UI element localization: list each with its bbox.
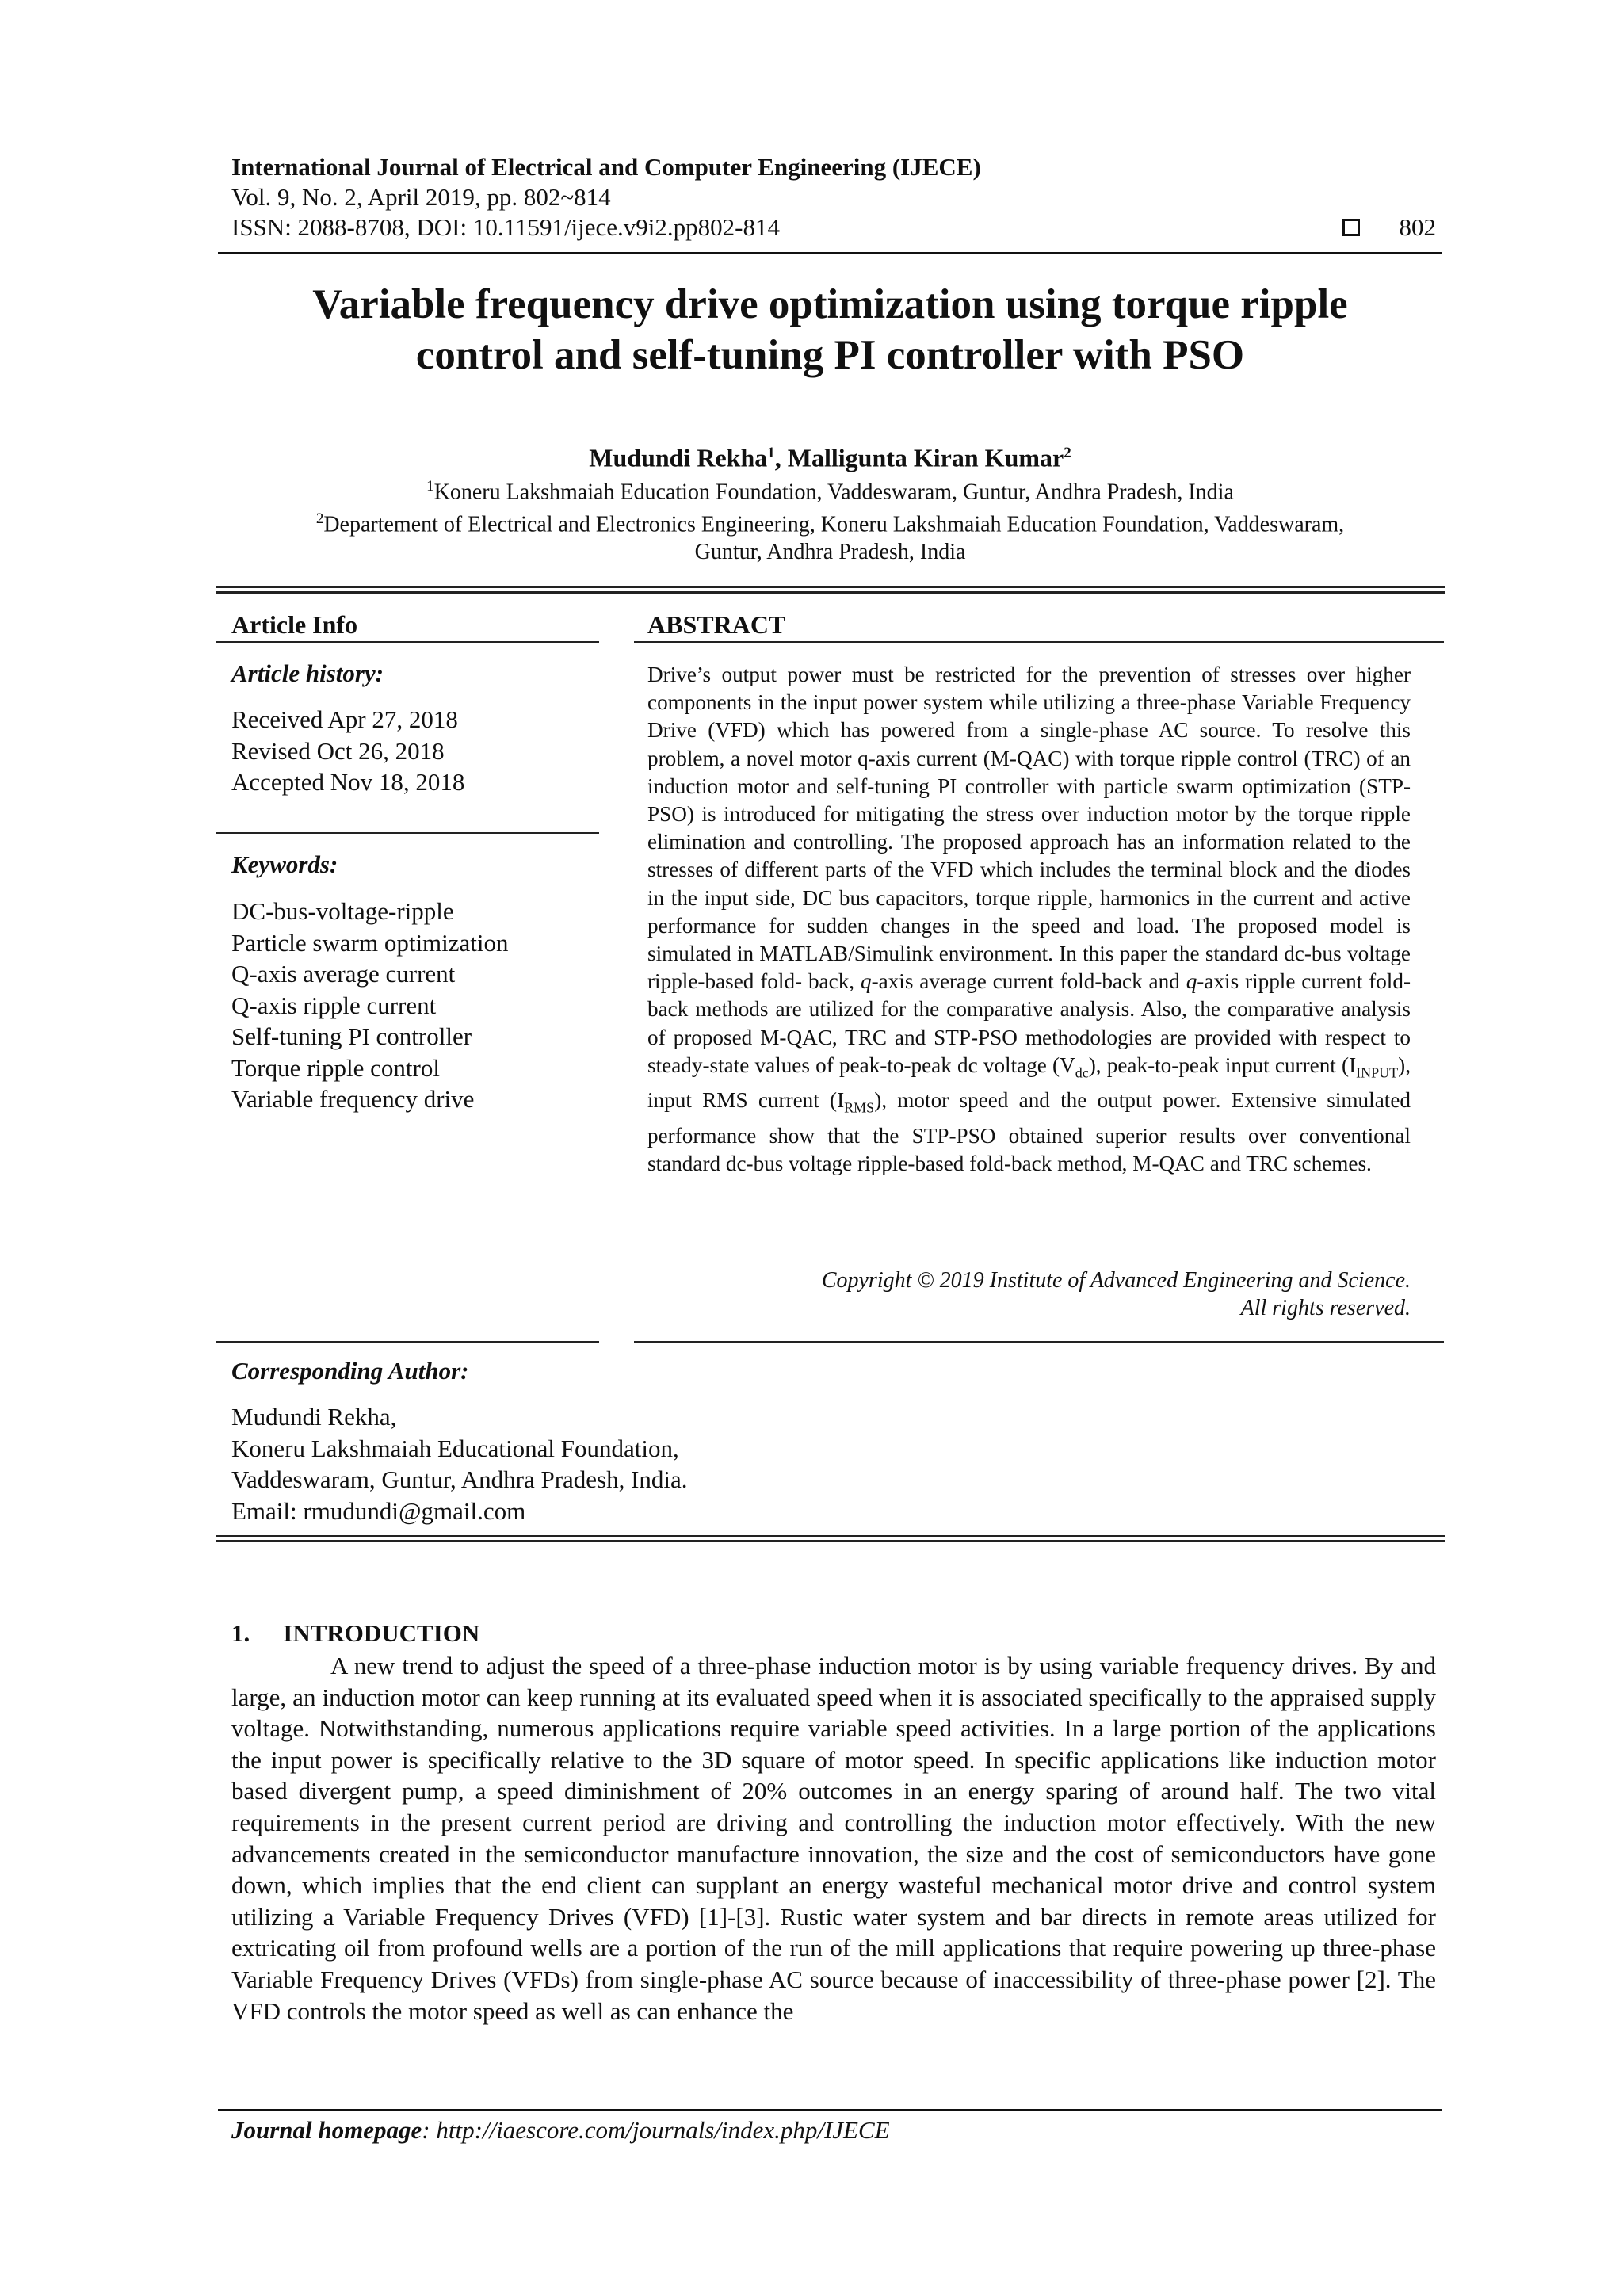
corresponding-author-address: Vaddeswaram, Guntur, Andhra Pradesh, India. [231, 1465, 688, 1493]
paper-title [218, 279, 1442, 380]
affiliation-2-marker: 2 [315, 510, 324, 528]
section-title: INTRODUCTION [283, 1619, 480, 1647]
author-1-marker: 1 [767, 445, 775, 461]
corresponding-author-name: Mudundi Rekha, [231, 1403, 397, 1431]
introduction-paragraph: A new trend to adjust the speed of a three-phase induction motor is by using variable frequency drives. By and large, an induction motor can keep running at its evaluated speed when it is associated specifically to the appraised supply voltage. Notwithstanding, numerous applications require variable speed activities. In a large portion of the applications the input power is specifically relative to the 3D square of motor speed. In specific applications like induction motor based divergent pump, a speed diminishment of 20% outcomes in an energy sparing of around half. The two vital requirements in the present current period are driving and controlling the induction motor effectively. With the new advancements created in the semiconductor manufacture innovation, the size and the cost of semiconductors have gone down, which implies that the end client can supplant an energy wasteful mechanical motor drive and control system utilizing a Variable Frequency Drives (VFD) [1]-[3]. Rustic water system and bar directs in remote areas utilized for extricating oil from profound wells are a portion of the run of the mill applications that require powering up three-phase Variable Frequency Drives (VFDs) from single-phase AC source because of inaccessibility of three-phase power [2]. The VFD controls the motor speed as well as can enhance the [231, 1652, 1436, 2025]
section-heading-introduction [231, 1619, 513, 1648]
copyright-notice: Copyright © 2019 Institute of Advanced Engineering and Science. All rights reserved. [821, 1268, 1411, 1320]
journal-homepage-url[interactable]: http://iaescore.com/journals/index.php/IJECE [436, 2116, 890, 2144]
keyword-item: Torque ripple control [231, 1053, 440, 1082]
square-box-icon [1342, 219, 1360, 236]
abstract-bottom-rule [634, 1341, 1444, 1343]
double-rule-top [216, 586, 1445, 594]
affiliation-1: $^1$Koneru Lakshmaiah Education Foundation, Vaddeswaram, Guntur, Andhra Pradesh, India [426, 478, 1234, 505]
history-rule [216, 832, 599, 834]
corresponding-author-email: Email: rmudundi@gmail.com [231, 1496, 526, 1525]
section-number: 1. [231, 1619, 250, 1647]
article-history-heading: Article history: [231, 659, 384, 687]
journal-name: International Journal of Electrical and Computer Engineering (IJECE) [231, 153, 981, 181]
affiliation-2-line-2: Guntur, Andhra Pradesh, India [694, 539, 966, 564]
journal-homepage-label: Journal homepage [231, 2116, 422, 2144]
affiliation-2-line-1: $^2$Departement of Electrical and Electronics Engineering, Koneru Lakshmaiah Education Foundation, Vaddeswaram, [315, 510, 1345, 537]
affiliations [218, 473, 1442, 566]
history-accepted: Accepted Nov 18, 2018 [231, 768, 465, 796]
page-number: 802 [1399, 213, 1436, 241]
journal-header [231, 152, 1436, 243]
keywords-rule [216, 1341, 599, 1343]
journal-volume: Vol. 9, No. 2, April 2019, pp. 802~814 [231, 183, 611, 211]
history-revised: Revised Oct 26, 2018 [231, 736, 445, 765]
abstract-text: Drive’s output power must be restricted for the prevention of stresses over higher components in the input power system while utilizing a three-phase Variable Frequency Drive (VFD) which has powered from a single-phase AC source. To resolve this problem, a novel motor q-axis current (M-QAC) with torque ripple control (TRC) of an induction motor and self-tuning PI controller with particle swarm optimization (STP-PSO) is introduced for mitigating the stress over induction motor by the torque ripple elimination and controlling. The proposed approach has an information related to the stresses of different parts of the VFD which includes the terminal block and the diodes in the input side, DC bus capacitors, torque ripple, harmonics in the current and active performance for sudden changes in the speed and load. The proposed model is simulated in MATLAB/Simulink environment. In this paper the standard dc-bus voltage ripple-based fold- back, q-axis average current fold-back and q-axis ripple current fold-back methods are utilized for the comparative analysis. Also, the comparative analysis of proposed M-QAC, TRC and STP-PSO methodologies are provided with respect to steady-state values of peak-to-peak dc voltage $(V_{dc})$, peak-to-peak input current $(I_{INPUT})$, input RMS current $(I_{RMS})$, motor speed and the output power. Extensive simulated performance show that the STP-PSO obtained superior results over conventional standard dc-bus voltage ripple-based fold-back method, M-QAC and TRC schemes. [647, 663, 1411, 1176]
affiliation-1-marker: 1 [426, 478, 434, 495]
author-2-name: Malligunta Kiran Kumar [787, 443, 1064, 472]
footer-rule [218, 2109, 1442, 2111]
keyword-item: Self-tuning PI controller [231, 1022, 472, 1050]
corresponding-author-institution: Koneru Lakshmaiah Educational Foundation, [231, 1434, 679, 1462]
issn-doi: ISSN: 2088-8708, DOI: 10.11591/ijece.v9i2.pp802-814 [231, 213, 780, 241]
author-1-name: Mudundi Rekha [589, 443, 768, 472]
paper-title-line-1: Variable frequency drive optimization using torque ripple [312, 281, 1348, 327]
article-history-list [231, 704, 464, 798]
journal-homepage-footer: Journal homepage: http://iaescore.com/journals/index.php/IJECE [231, 2116, 890, 2144]
corresponding-author-heading: Corresponding Author: [231, 1357, 469, 1385]
history-received: Received Apr 27, 2018 [231, 705, 458, 733]
keyword-item: Particle swarm optimization [231, 928, 509, 957]
corresponding-author-details [231, 1401, 688, 1526]
author-list [218, 437, 1442, 474]
article-info-rule [216, 641, 599, 643]
keyword-item: Q-axis average current [231, 960, 456, 988]
header-rule [218, 252, 1442, 254]
keyword-item: DC-bus-voltage-ripple [231, 897, 454, 925]
abstract-heading: ABSTRACT [647, 610, 786, 639]
keyword-item: Q-axis ripple current [231, 991, 437, 1019]
keywords-list [231, 896, 509, 1115]
double-rule-bottom [216, 1535, 1445, 1542]
author-2-marker: 2 [1064, 445, 1071, 461]
abstract-rule [634, 641, 1444, 643]
keyword-item: Variable frequency drive [231, 1085, 475, 1113]
keywords-heading: Keywords: [231, 850, 338, 878]
article-info-heading: Article Info [231, 610, 358, 639]
author-separator: , [774, 443, 788, 472]
paper-title-line-2: control and self-tuning PI controller with PSO [415, 332, 1245, 378]
